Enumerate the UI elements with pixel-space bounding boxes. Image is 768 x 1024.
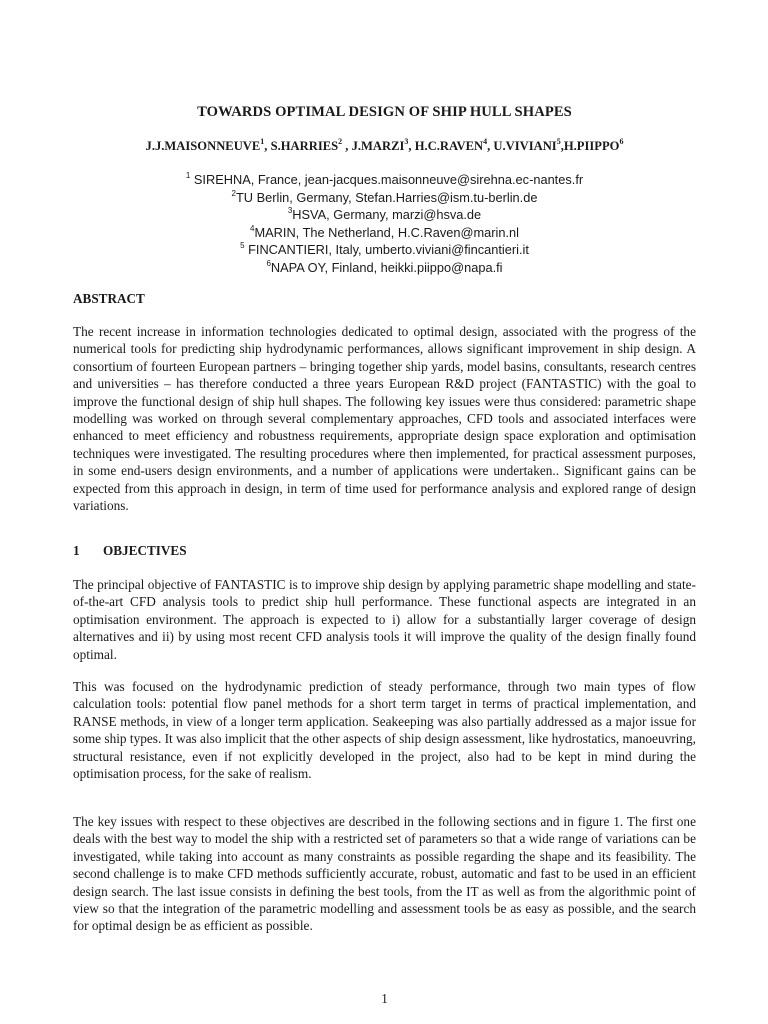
author: J.J.MAISONNEUVE$^1$,	[145, 137, 271, 153]
section-heading-objectives	[73, 543, 187, 559]
author: U.VIVIANI$^5$,	[493, 137, 564, 153]
paper-page	[73, 0, 696, 1024]
affiliation: $^6$NAPA OY, Finland, heikki.piippo@napa.fi	[266, 258, 503, 275]
section-title: OBJECTIVES	[103, 543, 187, 558]
paper-title: TOWARDS OPTIMAL DESIGN OF SHIP HULL SHAPES	[197, 104, 572, 120]
author-list	[73, 139, 696, 154]
body-paragraph: The principal objective of FANTASTIC is to improve ship design by applying parametric shape modelling and state-of-the-art CFD analysis tools to predict ship hull performance. These functional aspects are integrated in an optimisation environment. The approach is expected to i) allow for a substantially larger coverage of design alternatives and ii) by using most recent CFD analysis tools it will improve the quality of the design finally found optimal.	[73, 577, 696, 662]
body-paragraph: The key issues with respect to these objectives are described in the following sections and in figure 1. The first one deals with the best way to model the ship with a restricted set of parameters so that a wide range of variations can be investigated, while taking into account as many constraints as possible regarding the shape and its feasibility. The second challenge is to make CFD methods sufficiently accurate, robust, automatic and fast to be used in an efficient design search. The last issue consists in defining the best tools, from the IT as well as from the algorithmic point of view so that the integration of the parametric modelling and assessment tools be as easy as possible, and the search for optimal design be as efficient as possible.	[73, 814, 696, 934]
abstract-paragraph: The recent increase in information technologies dedicated to optimal design, associated with the progress of the numerical tools for predicting ship hydrodynamic performances, allows significant improvement in ship design. A consortium of fourteen European partners – bringing together ship yards, model basins, consultants, research centres and universities – has therefore conducted a three years European R&D project (FANTASTIC) with the goal to improve the functional design of ship hull shapes. The following key issues were thus considered: parametric shape modelling was worked on through several complementary approaches, CFD tools and associated interfaces were enhanced to meet efficiency and robustness requirements, appropriate design space exploration and optimisation techniques were investigated. The resulting procedures where then implemented, for practical assessment purposes, in some end-users design environments, and a number of applications were undertaken.. Significant gains can be expected from this approach in design, in term of time used for performance analysis and explored range of design variations.	[73, 324, 696, 514]
page-number: 1	[381, 991, 388, 1006]
author: H.C.RAVEN$^4$,	[414, 137, 494, 153]
affiliation: $^1$ SIREHNA, France, jean-jacques.maisonneuve@sirehna.ec-nantes.fr	[185, 171, 584, 187]
section-number: 1	[73, 543, 80, 558]
author: H.PIIPPO$^6$	[563, 137, 624, 153]
affiliation: $^3$HSVA, Germany, marzi@hsva.de	[287, 206, 482, 223]
affiliation-list	[73, 171, 696, 277]
author: J.MARZI$^3$,	[351, 137, 415, 153]
affiliation: $^4$MARIN, The Netherland, H.C.Raven@marin.nl	[250, 223, 519, 240]
author: S.HARRIES$^2$ ,	[270, 137, 352, 153]
affiliation: $^5$ FINCANTIERI, Italy, umberto.viviani@fincantieri.it	[240, 241, 529, 258]
body-paragraph: This was focused on the hydrodynamic prediction of steady performance, through two main types of flow calculation tools: potential flow panel methods for a short term target in terms of practical implementation, and RANSE methods, in view of a longer term application. Seakeeping was also partially addressed as a major issue for some ship types. It was also implicit that the other aspects of ship design assessment, like hydrostatics, manoeuvring, structural resistance, even if not explicitly developed in the project, also had to be kept in mind during the optimisation process, for the sake of realism.	[73, 679, 696, 782]
abstract-heading: ABSTRACT	[73, 291, 145, 306]
affiliation: $^2$TU Berlin, Germany, Stefan.Harries@ism.tu-berlin.de	[231, 188, 538, 205]
